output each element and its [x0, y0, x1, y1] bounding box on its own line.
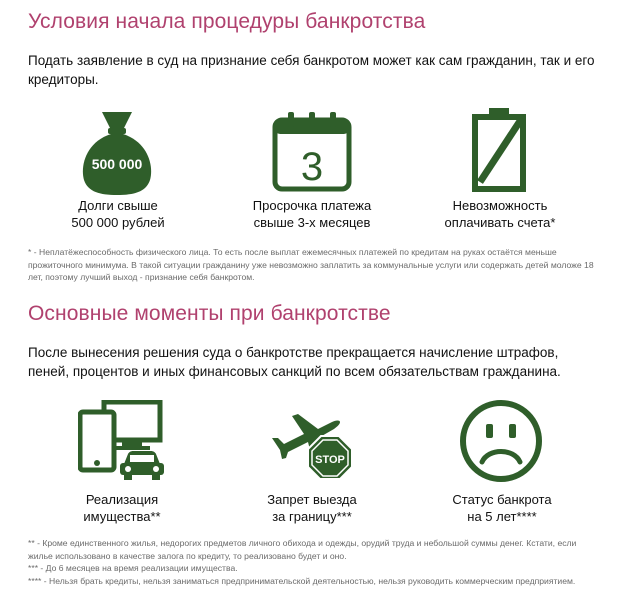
calendar-icon [272, 110, 352, 192]
empty-battery-crossed-icon [470, 106, 528, 192]
section2-title: Основные моменты при банкротстве [28, 302, 391, 325]
caption-overdue: Просрочка платежа свыше 3-х месяцев [252, 198, 372, 230]
caption-property-sale: Реализация имущества** [83, 492, 161, 524]
section2-footnotes [28, 537, 598, 587]
footnote-travel: *** - До 6 месяцев на время реализации имущества. [28, 563, 238, 573]
caption-debt: Долги свыше 500 000 рублей [71, 198, 165, 230]
calendar-number: 3 [300, 145, 324, 189]
footnote-property: ** - Кроме единственного жилья, недорогих предметов личного обихода и одежды, орудий труда и небольшой суммы денег. Кстати, если жилье использовано в качестве залога по кредиту, то реализовано будет и оно. [28, 538, 577, 561]
footnote-status: **** - Нельзя брать кредиты, нельзя заниматься предпринимательской деятельностью, нельзя руководить коммерческим предприятием. [28, 575, 576, 586]
section1-title: Условия начала процедуры банкротства [28, 10, 426, 33]
property-devices-car-icon [78, 400, 164, 480]
money-bag-amount: 500 000 [91, 156, 143, 172]
caption-insolvency: Невозможность оплачивать счета* [444, 198, 556, 230]
stop-sign-text: STOP [315, 454, 345, 466]
airplane-stop-sign-icon [268, 408, 356, 478]
section1-intro: Подать заявление в суд на признание себя банкротом может как сам гражданин, так и его кредиторы. [28, 53, 595, 87]
money-bag-icon [78, 108, 156, 196]
section1-footnote: * - Неплатёжеспособность физического лица. То есть после выплат ежемесячных платежей по кредитам на руках остаётся меньше прожиточного минимума. В такой ситуации гражданину уже невозможно заплатить за коммунальные услуги или содержать детей моложе 18 лет, поэтому лучший выход - признание себя банкротом. [28, 247, 594, 282]
section2-intro: После вынесения решения суда о банкротстве прекращается начисление штрафов, пеней, процентов и иных финансовых санкций по всем обязательствам гражданина. [28, 345, 561, 379]
caption-bankrupt-status: Статус банкрота на 5 лет**** [452, 492, 552, 524]
caption-travel-ban: Запрет выезда за границу*** [267, 492, 357, 524]
sad-face-icon [458, 398, 544, 484]
